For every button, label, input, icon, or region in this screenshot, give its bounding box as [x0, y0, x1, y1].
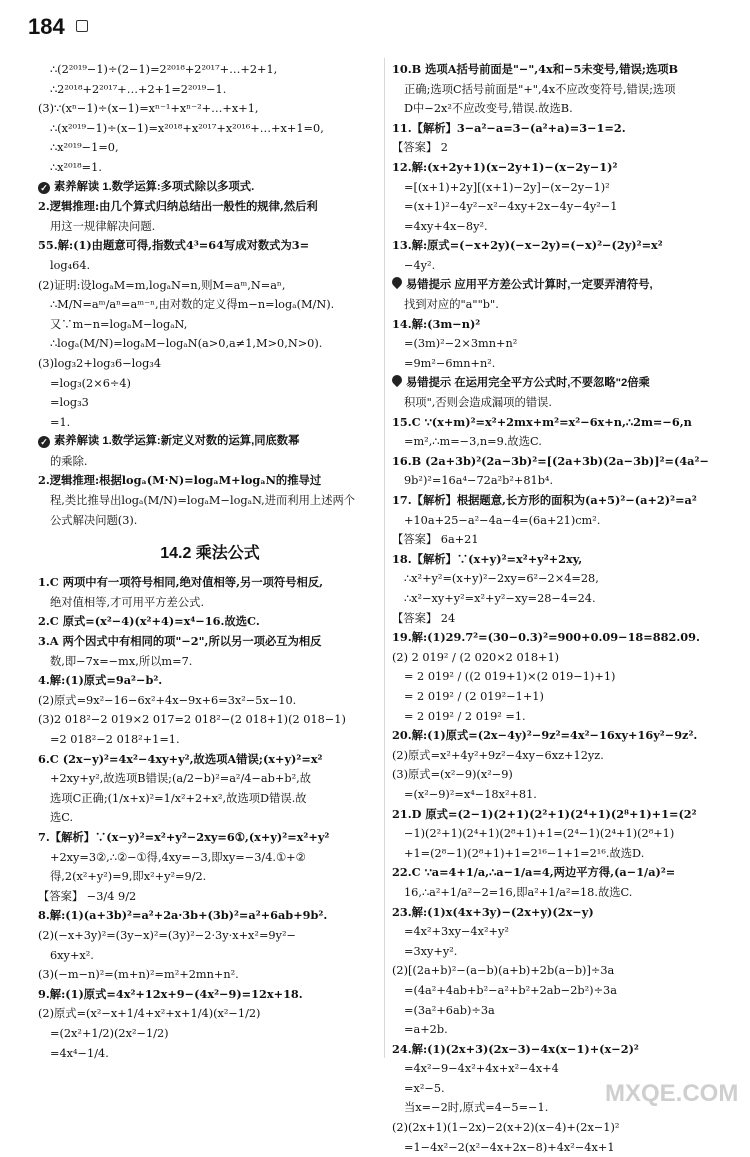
- line-text: =4x⁴−1/4.: [50, 1046, 109, 1060]
- text-line: [38, 710, 382, 730]
- text-line: [392, 158, 732, 178]
- line-text: =4xy+4x−8y².: [404, 219, 488, 233]
- text-line: [392, 99, 732, 119]
- line-text: 17.【解析】根据题意,长方形的面积为(a+5)²−(a+2)²=a²: [392, 493, 697, 508]
- line-text: 22.C ∵a=4+1/a,∴a−1/a=4,两边平方得,(a−1/a)²=: [392, 865, 676, 880]
- text-line: [392, 824, 732, 844]
- text-line: [38, 632, 382, 652]
- text-line: [392, 1118, 732, 1138]
- text-line: [392, 628, 732, 648]
- text-line: [38, 573, 382, 593]
- text-line: [38, 315, 382, 335]
- location-pin-icon: [392, 375, 402, 387]
- line-text: 4.解:(1)原式=9a²−b².: [38, 673, 163, 688]
- line-text: 选项C正确;(1/x+x)²=1/x²+2+x²,故选项D错误.故: [50, 791, 307, 805]
- text-line: [38, 276, 382, 296]
- text-line: [392, 80, 732, 100]
- line-text: ∴(x²⁰¹⁹−1)÷(x−1)=x²⁰¹⁸+x²⁰¹⁷+x²⁰¹⁶+…+x+1=0,: [50, 121, 324, 135]
- text-line: [38, 99, 382, 119]
- text-line: [392, 217, 732, 237]
- text-line: [38, 887, 382, 907]
- text-line: [392, 1138, 732, 1157]
- text-line: [38, 471, 382, 491]
- text-line: [38, 867, 382, 887]
- line-text: (2)原式=9x²−16−6x²+4x−9x+6=3x²−5x−10.: [38, 693, 297, 707]
- line-text: 2.逻辑推理:由几个算式归纳总结出一般性的规律,然后利: [38, 199, 318, 214]
- line-text: 用这一规律解决问题.: [50, 219, 156, 233]
- line-text: 19.解:(1)29.7²=(30−0.3)²=900+0.09−18=882.09.: [392, 630, 700, 645]
- line-text: 选C.: [50, 811, 74, 825]
- text-line: [38, 432, 382, 452]
- text-line: [38, 158, 382, 178]
- text-line: [392, 726, 732, 746]
- line-text: 正确;选项C括号前面是"+",4x不应改变符号,错误;选项: [404, 82, 676, 96]
- text-line: [392, 667, 732, 687]
- line-text: 24.解:(1)(2x+3)(2x−3)−4x(x−1)+(x−2)²: [392, 1041, 639, 1056]
- line-text: ∴2²⁰¹⁸+2²⁰¹⁷+…+2+1=2²⁰¹⁹−1.: [50, 82, 227, 96]
- text-line: [392, 413, 732, 433]
- text-line: [392, 491, 732, 511]
- text-line: [392, 883, 732, 903]
- text-line: [392, 922, 732, 942]
- text-line: [38, 1044, 382, 1064]
- line-text: 16.B (2a+3b)²(2a−3b)²=[(2a+3b)(2a−3b)]²=(4a²−: [392, 453, 709, 468]
- text-line: [392, 138, 732, 158]
- line-text: 11.【解析】3−a²−a=3−(a²+a)=3−1=2.: [392, 120, 626, 135]
- text-line: [38, 671, 382, 691]
- text-line: [38, 1024, 382, 1044]
- text-line: [38, 612, 382, 632]
- text-line: [38, 374, 382, 394]
- text-line: [38, 965, 382, 985]
- line-text: +10a+25−a²−4a−4=(6a+21)cm².: [404, 513, 601, 527]
- line-text: 公式解决问题(3).: [50, 513, 138, 527]
- line-text: −4y².: [404, 258, 436, 272]
- text-line: [38, 138, 382, 158]
- text-line: [392, 256, 732, 276]
- text-line: [392, 1059, 732, 1079]
- text-line: [38, 652, 382, 672]
- text-line: [392, 178, 732, 198]
- text-line: [38, 60, 382, 80]
- line-text: 12.解:(x+2y+1)(x−2y+1)−(x−2y−1)²: [392, 159, 618, 174]
- text-line: [38, 985, 382, 1005]
- line-text: =x²−5.: [404, 1081, 445, 1095]
- line-text: =4x²−9−4x²+4x+x²−4x+4: [404, 1062, 559, 1076]
- text-line: [392, 1040, 732, 1060]
- text-line: [38, 413, 382, 433]
- line-text: 【答案】 6a+21: [392, 533, 479, 547]
- line-text: log₄64.: [50, 258, 91, 272]
- text-line: [392, 863, 732, 883]
- line-text: 9.解:(1)原式=4x²+12x+9−(4x²−9)=12x+18.: [38, 986, 303, 1001]
- line-text: =9m²−6mn+n².: [404, 356, 496, 370]
- line-text: 找到对应的"a""b".: [404, 298, 499, 312]
- text-line: [392, 471, 732, 491]
- text-line: [38, 808, 382, 828]
- line-text: (3)log₃2+log₃6−log₃4: [38, 356, 162, 370]
- line-text: +1=(2⁸−1)(2⁸+1)+1=2¹⁶−1+1=2¹⁶.故选D.: [404, 846, 645, 860]
- text-line: [392, 530, 732, 550]
- line-text: =(x+1)²−4y²−x²−4xy+2x−4y−4y²−1: [404, 200, 618, 214]
- line-text: ∴(2²⁰¹⁹−1)÷(2−1)=2²⁰¹⁸+2²⁰¹⁷+…+2+1,: [50, 63, 278, 76]
- text-line: [38, 197, 382, 217]
- line-text: 积项",否则会造成漏项的错误.: [404, 396, 552, 410]
- line-text: 绝对值相等,才可用平方差公式.: [50, 595, 205, 609]
- text-line: [392, 707, 732, 727]
- line-text: 2.逻辑推理:根据logₐ(M·N)=logₐM+logₐN的推导过: [38, 473, 322, 488]
- text-line: [392, 589, 732, 609]
- line-text: 14.解:(3m−n)²: [392, 316, 481, 331]
- line-text: =a+2b.: [404, 1023, 448, 1037]
- text-line: [392, 334, 732, 354]
- text-line: [392, 511, 732, 531]
- line-text: 的乘除.: [50, 454, 88, 468]
- text-line: [38, 691, 382, 711]
- line-text: 易错提示 在运用完全平方公式时,不要忽略"2倍乘: [406, 376, 650, 389]
- text-line: [392, 393, 732, 413]
- text-line: [392, 119, 732, 139]
- text-line: [392, 1001, 732, 1021]
- line-text: = 2 019² / ((2 019+1)×(2 019−1)+1): [404, 670, 616, 684]
- check-badge-icon: ✓: [38, 182, 50, 194]
- line-text: 9b²)²=16a⁴−72a²b²+81b⁴.: [404, 474, 554, 488]
- line-text: 程,类比推导出logₐ(M/N)=logₐM−logₐN,进而利用上述两个: [50, 494, 356, 508]
- location-pin-icon: [392, 277, 402, 289]
- line-text: 13.解:原式=(−x+2y)(−x−2y)=(−x)²−(2y)²=x²: [392, 238, 663, 253]
- line-text: =(3m)²−2×3mn+n²: [404, 337, 518, 351]
- text-line: [38, 256, 382, 276]
- text-line: [38, 750, 382, 770]
- text-line: [392, 648, 732, 668]
- text-line: [392, 295, 732, 315]
- watermark: MXQE.COM: [605, 1080, 739, 1107]
- line-text: 6.C (2x−y)²=4x²−4xy+y²,故选项A错误;(x+y)²=x²: [38, 751, 323, 766]
- line-text: (2)证明:设logₐM=m,logₐN=n,则M=aᵐ,N=aⁿ,: [38, 278, 286, 292]
- text-line: [38, 393, 382, 413]
- line-text: =[(x+1)+2y][(x+1)−2y]−(x−2y−1)²: [404, 180, 610, 194]
- line-text: 18.【解析】∵(x+y)²=x²+y²+2xy,: [392, 551, 583, 566]
- text-line: [392, 197, 732, 217]
- line-text: D中−2x²不应改变号,错误.故选B.: [404, 102, 573, 116]
- line-text: (3)∵(xⁿ−1)÷(x−1)=xⁿ⁻¹+xⁿ⁻²+…+x+1,: [38, 102, 259, 116]
- text-line: [392, 1020, 732, 1040]
- text-line: [392, 765, 732, 785]
- text-line: [38, 1004, 382, 1024]
- text-line: [38, 236, 382, 256]
- text-line: [392, 981, 732, 1001]
- text-line: [38, 946, 382, 966]
- page-mark-icon: [76, 20, 88, 32]
- section-title: [38, 540, 382, 563]
- text-line: [38, 906, 382, 926]
- line-text: 8.解:(1)(a+3b)²=a²+2a·3b+(3b)²=a²+6ab+9b².: [38, 908, 328, 923]
- line-text: 16,∴a²+1/a²−2=16,即a²+1/a²=18.故选C.: [404, 885, 633, 899]
- right-column: [392, 60, 732, 1157]
- line-text: (2)(2x+1)(1−2x)−2(x+2)(x−4)+(2x−1)²: [392, 1121, 620, 1135]
- text-line: [392, 844, 732, 864]
- line-text: = 2 019² / (2 019²−1+1): [404, 690, 544, 703]
- line-text: (2) 2 019² / (2 020×2 018+1): [392, 650, 560, 664]
- line-text: ∴x²+y²=(x+y)²−2xy=6²−2×4=28,: [404, 572, 599, 586]
- line-text: 10.B 选项A括号前面是"−",4x和−5未变号,错误;选项B: [392, 62, 679, 76]
- text-line: [38, 452, 382, 472]
- text-line: [392, 550, 732, 570]
- text-line: [392, 942, 732, 962]
- text-line: [392, 374, 732, 394]
- line-text: 素养解读 1.数学运算:多项式除以多项式.: [54, 180, 255, 193]
- line-text: (2)原式=(x²−x+1/4+x²+x+1/4)(x²−1/2): [38, 1007, 261, 1021]
- line-text: = 2 019² / 2 019² =1.: [404, 709, 526, 723]
- text-line: [38, 354, 382, 374]
- line-text: =log₃3: [50, 396, 89, 410]
- text-line: [392, 609, 732, 629]
- line-text: 20.解:(1)原式=(2x−4y)²−9z²=4x²−16xy+16y²−9z².: [392, 728, 698, 743]
- line-text: 6xy+x².: [50, 948, 94, 962]
- text-line: [38, 789, 382, 809]
- line-text: 易错提示 应用平方差公式计算时,一定要弄清符号,: [406, 278, 653, 291]
- line-text: 得,2(x²+y²)=9,即x²+y²=9/2.: [50, 870, 207, 884]
- text-line: [392, 805, 732, 825]
- line-text: 14.2 乘法公式: [160, 545, 260, 563]
- line-text: (3)原式=(x²−9)(x²−9): [392, 768, 513, 782]
- line-text: =4x²+3xy−4x²+y²: [404, 925, 509, 939]
- text-line: [38, 295, 382, 315]
- text-line: [392, 432, 732, 452]
- line-text: 15.C ∵(x+m)²=x²+2mx+m²=x²−6x+n,∴2m=−6,n: [392, 414, 692, 429]
- left-column: [38, 60, 382, 1063]
- line-text: (2)原式=x²+4y²+9z²−4xy−6xz+12yz.: [392, 748, 604, 762]
- text-line: [392, 569, 732, 589]
- line-text: ∴x²−xy+y²=x²+y²−xy=28−4=24.: [404, 592, 596, 606]
- line-text: −1)(2²+1)(2⁴+1)(2⁸+1)+1=(2⁴−1)(2⁴+1)(2⁸+1): [404, 827, 675, 841]
- check-badge-icon: ✓: [38, 436, 50, 448]
- line-text: 【答案】 2: [392, 141, 448, 155]
- line-text: (2)(−x+3y)²=(3y−x)²=(3y)²−2·3y·x+x²=9y²−: [38, 928, 296, 942]
- text-line: [38, 828, 382, 848]
- page-number: 184: [28, 14, 65, 39]
- line-text: =(2x²+1/2)(2x²−1/2): [50, 1026, 169, 1040]
- text-line: [392, 687, 732, 707]
- line-text: 素养解读 1.数学运算:新定义对数的运算,同底数幂: [54, 435, 300, 448]
- text-line: [392, 452, 732, 472]
- line-text: 7.【解析】∵(x−y)²=x²+y²−2xy=6①,(x+y)²=x²+y²: [38, 829, 330, 844]
- line-text: 又∵m−n=logₐM−logₐN,: [50, 317, 188, 331]
- line-text: =m²,∴m=−3,n=9.故选C.: [404, 435, 542, 449]
- line-text: 【答案】 −3/4 9/2: [38, 889, 137, 903]
- text-line: [392, 315, 732, 335]
- text-line: [38, 80, 382, 100]
- line-text: ∴logₐ(M/N)=logₐM−logₐN(a>0,a≠1,M>0,N>0).: [50, 337, 323, 351]
- line-text: (3)(−m−n)²=(m+n)²=m²+2mn+n².: [38, 968, 239, 982]
- text-line: [38, 217, 382, 237]
- text-line: [38, 730, 382, 750]
- line-text: =2 018²−2 018²+1=1.: [50, 733, 180, 746]
- line-text: 21.D 原式=(2−1)(2+1)(2²+1)(2⁴+1)(2⁸+1)+1=(2²: [392, 806, 697, 821]
- text-line: [38, 119, 382, 139]
- text-line: [392, 60, 732, 80]
- line-text: =log₃(2×6÷4): [50, 376, 131, 390]
- line-text: 23.解:(1)x(4x+3y)−(2x+y)(2x−y): [392, 904, 594, 919]
- line-text: +2xy+y²,故选项B错误;(a/2−b)²=a²/4−ab+b²,故: [50, 772, 312, 786]
- line-text: (3)2 018²−2 019×2 017=2 018²−(2 018+1)(2 018−1): [38, 713, 346, 727]
- text-line: [392, 746, 732, 766]
- text-line: [38, 491, 382, 511]
- text-line: [392, 276, 732, 296]
- line-text: =(4a²+4ab+b²−a²+b²+2ab−2b²)÷3a: [404, 983, 617, 997]
- line-text: ∴x²⁰¹⁸=1.: [50, 160, 102, 174]
- text-line: [392, 903, 732, 923]
- line-text: 【答案】 24: [392, 611, 456, 625]
- line-text: 数,即−7x=−mx,所以m=7.: [50, 654, 193, 668]
- text-line: [38, 848, 382, 868]
- line-text: =1.: [50, 415, 71, 429]
- line-text: ∴x²⁰¹⁹−1=0,: [50, 141, 119, 155]
- text-line: [38, 178, 382, 198]
- text-line: [392, 961, 732, 981]
- line-text: +2xy=3②,∴②−①得,4xy=−3,即xy=−3/4.①+②: [50, 850, 306, 864]
- text-line: [38, 769, 382, 789]
- line-text: =(3a²+6ab)÷3a: [404, 1003, 495, 1017]
- text-line: [38, 926, 382, 946]
- line-text: =1−4x²−2(x²−4x+2x−8)+4x²−4x+1: [404, 1140, 615, 1154]
- line-text: ∴M/N=aᵐ/aⁿ=aᵐ⁻ⁿ,由对数的定义得m−n=logₐ(M/N).: [50, 298, 335, 312]
- line-text: =(x²−9)²=x⁴−18x²+81.: [404, 787, 537, 801]
- column-divider: [384, 58, 385, 1058]
- line-text: 2.C 原式=(x²−4)(x²+4)=x⁴−16.故选C.: [38, 614, 260, 629]
- text-line: [392, 354, 732, 374]
- text-line: [392, 236, 732, 256]
- line-text: 当x=−2时,原式=4−5=−1.: [404, 1101, 549, 1115]
- line-text: =3xy+y².: [404, 944, 458, 958]
- line-text: 55.解:(1)由题意可得,指数式4³=64写成对数式为3=: [38, 238, 310, 253]
- text-line: [392, 785, 732, 805]
- text-line: [38, 511, 382, 531]
- text-line: [38, 593, 382, 613]
- line-text: 3.A 两个因式中有相同的项"−2",所以另一项必互为相反: [38, 634, 322, 649]
- line-text: (2)[(2a+b)²−(a−b)(a+b)+2b(a−b)]÷3a: [392, 964, 615, 978]
- text-line: [38, 334, 382, 354]
- line-text: 1.C 两项中有一项符号相同,绝对值相等,另一项符号相反,: [38, 575, 324, 590]
